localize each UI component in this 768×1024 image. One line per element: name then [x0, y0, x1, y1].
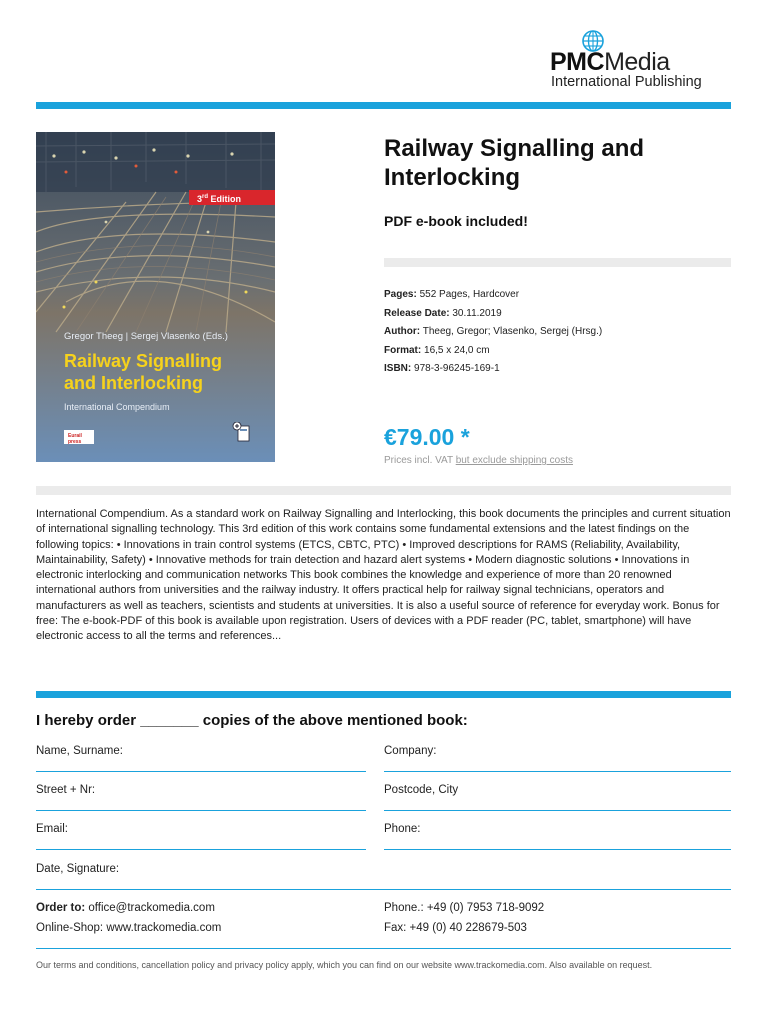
price-note-prefix: Prices incl. VAT	[384, 455, 456, 466]
cover-subtitle: International Compendium	[64, 402, 170, 412]
contact-divider	[36, 948, 731, 949]
order-divider	[36, 691, 731, 698]
top-divider	[36, 102, 731, 109]
field-company-label: Company:	[384, 745, 437, 757]
cover-title-line2: and Interlocking	[64, 373, 204, 393]
cover-photo	[36, 132, 275, 462]
price: €79.00 *	[384, 424, 470, 450]
field-postcode-line[interactable]	[384, 810, 731, 811]
field-phone-label: Phone:	[384, 823, 421, 835]
spec-value: 978-3-96245-169-1	[411, 363, 500, 374]
spec-format	[384, 344, 730, 363]
cover-publisher-logo	[64, 430, 94, 444]
edition-number: 3	[197, 194, 203, 204]
brand-name-bold: PMC	[550, 48, 605, 76]
book-specs	[384, 288, 730, 381]
spec-author	[384, 325, 730, 344]
edition-badge	[189, 190, 275, 205]
field-email-label: Email:	[36, 823, 68, 835]
field-date-signature-line[interactable]	[36, 889, 731, 890]
field-postcode-label: Postcode, City	[384, 784, 459, 796]
price-note	[384, 455, 573, 466]
field-company-line[interactable]	[384, 771, 731, 772]
description-divider	[36, 486, 731, 495]
publisher-logo	[550, 28, 730, 94]
spec-release-date	[384, 307, 730, 326]
cover-publisher-text: Eurail press	[68, 433, 82, 445]
book-description: International Compendium. As a standard work on Railway Signalling and Interlocking, this book documents the principles and current situation of international signalling technology. This 3rd edition of this work contains some fundamental extensions and the latest findings on the following topics: • Innovations in train control systems (ETCS, CBTC, PTC) • Improved descriptions for RAMS (Reliability, Availability, Maintainability, Safety) • Innovative methods for train detection and hazard alert systems • Modern diagnostic solutions • Innovations in electronic interlocking and communication networks This book combines the knowledge and experience of more than 20 renowned international authors from universities and the railway industry. It offers practical help for railway signal technicians, operators and manufacturers as well as teachers, scientists and students at universities. It is also a useful source of reference for everyday work. Bonus for free: The e-book-PDF of this book is available upon registration. Users of devices with a PDF reader (PC, tablet, smartphone) will have electronic access to all the terms and references...	[36, 508, 731, 643]
spec-value: Theeg, Gregor; Vlasenko, Sergej (Hrsg.)	[420, 326, 603, 337]
spec-value: 552 Pages, Hardcover	[416, 289, 520, 300]
spec-label: Pages:	[384, 289, 417, 300]
shipping-costs-link[interactable]: but exclude shipping costs	[455, 455, 573, 466]
field-name-line[interactable]	[36, 771, 366, 772]
brand-tagline: International Publishing	[551, 74, 702, 90]
field-name-label: Name, Surname:	[36, 745, 123, 757]
edition-suffix: rd	[202, 194, 209, 200]
order-to-label: Order to:	[36, 902, 86, 914]
spec-value: 30.11.2019	[449, 307, 502, 319]
spec-isbn	[384, 362, 730, 381]
spec-label: Release Date:	[384, 307, 450, 319]
pdf-note: PDF e-book included!	[384, 213, 528, 229]
field-street-line[interactable]	[36, 810, 366, 811]
ebook-plus-icon	[232, 422, 252, 442]
order-to	[36, 902, 215, 914]
cover-title	[64, 350, 264, 394]
spec-pages	[384, 288, 730, 307]
spec-label: ISBN:	[384, 363, 412, 374]
field-email-line[interactable]	[36, 849, 366, 850]
edition-word: Edition	[208, 194, 242, 204]
book-cover	[36, 132, 275, 462]
footer-terms: Our terms and conditions, cancellation policy and privacy policy apply, which you can find on our website www.trackomedia.com. Also available on request.	[36, 960, 653, 970]
order-heading: I hereby order _______ copies of the above mentioned book:	[36, 712, 468, 729]
cover-title-line1: Railway Signalling	[64, 351, 223, 371]
online-shop-link[interactable]: Online-Shop: www.trackomedia.com	[36, 922, 222, 934]
field-date-signature-label: Date, Signature:	[36, 863, 120, 875]
order-email-link[interactable]: office@trackomedia.com	[85, 902, 215, 914]
field-phone-line[interactable]	[384, 849, 731, 850]
spec-label: Format:	[384, 344, 422, 356]
brand-name	[550, 48, 670, 77]
cover-editors: Gregor Theeg | Sergej Vlasenko (Eds.)	[64, 331, 228, 342]
spec-label: Author:	[384, 326, 421, 337]
spec-value: 16,5 x 24,0 cm	[421, 344, 490, 356]
book-title: Railway Signalling and Interlocking	[384, 135, 645, 191]
brand-name-regular: Media	[604, 48, 670, 76]
contact-fax: Fax: +49 (0) 40 228679-503	[384, 922, 527, 934]
contact-phone: Phone.: +49 (0) 7953 718-9092	[384, 902, 545, 914]
field-street-label: Street + Nr:	[36, 784, 96, 796]
details-divider	[384, 258, 731, 267]
